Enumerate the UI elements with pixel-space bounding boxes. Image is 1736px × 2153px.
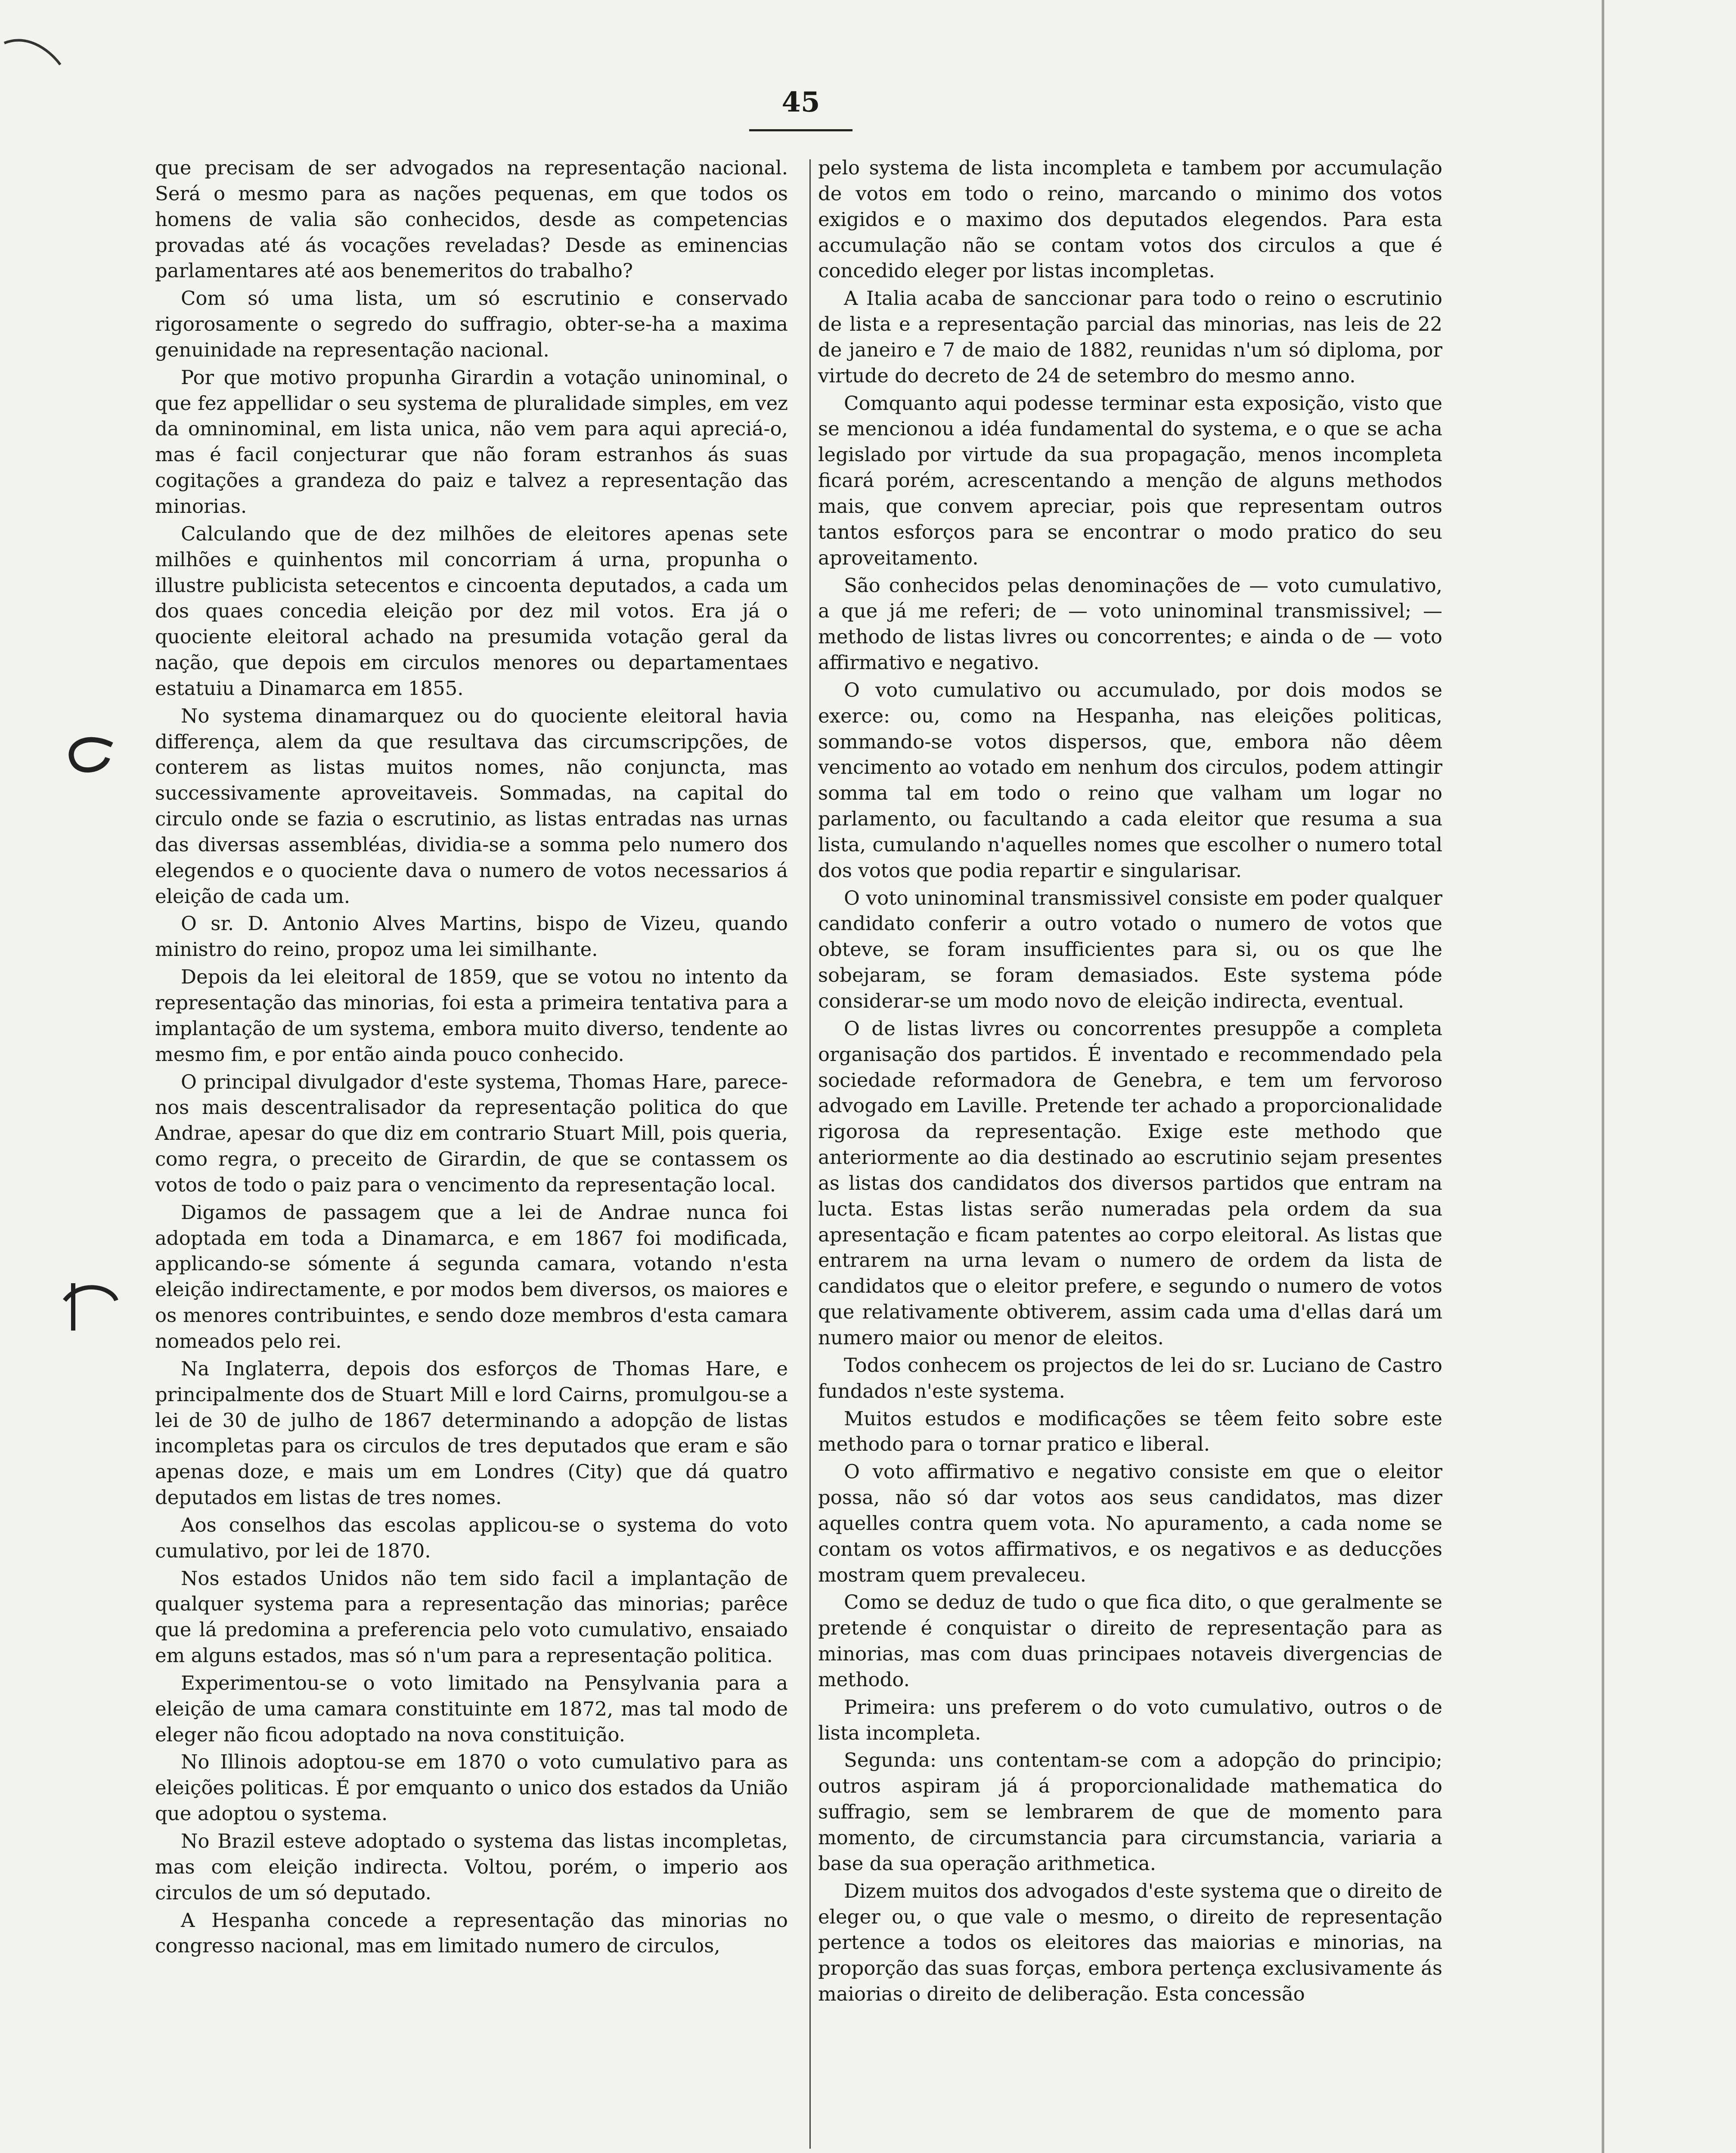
paragraph: pelo systema de lista incompleta e tambem por accumulação de votos em todo o reino, marcando o minimo dos votos exigidos e o maximo dos deputados elegendos. Para esta accumulação não se contam votos dos circulos a que é concedido eleger por listas incompletas.: [818, 156, 1442, 282]
paragraph: No Illinois adoptou-se em 1870 o voto cumulativo para as eleições politicas. É por emquanto o unico dos estados da União que adoptou o systema.: [155, 1750, 788, 1825]
paragraph: Aos conselhos das escolas applicou-se o systema do voto cumulativo, por lei de 1870.: [155, 1513, 788, 1562]
paragraph: Com só uma lista, um só escrutinio e conservado rigorosamente o segredo do suffragio, obter-se-ha a maxima genuinidade na representação nacional.: [155, 287, 788, 361]
paragraph: Primeira: uns preferem o do voto cumulativo, outros o de lista incompleta.: [818, 1695, 1442, 1744]
paragraph: Comquanto aqui podesse terminar esta exposição, visto que se mencionou a idéa fundamental do systema, e o que se acha legislado por virtude da sua propagação, menos incompleta ficará porém, acrescentando a menção de alguns methodos mais, que convem apreciar, pois que representam outros tantos esforços para se encontrar o modo pratico do seu aproveitamento.: [818, 391, 1442, 569]
paragraph: No systema dinamarquez ou do quociente eleitoral havia differença, alem da que resultava das circumscripções, de conterem as listas muitos nomes, não conjuncta, mas successivamente aproveitaveis. Sommadas, na capital do circulo onde se fazia o escrutinio, as listas entradas nas urnas das diversas assembléas, dividia-se a somma pelo numero dos elegendos e o quociente dava o numero de votos necessarios á eleição de cada um.: [155, 704, 788, 908]
paragraph: O de listas livres ou concorrentes presuppõe a completa organisação dos partidos. É inventado e recommendado pela sociedade reformadora de Genebra, e tem um fervoroso advogado em Laville. Pretende ter achado a proporcionalidade rigorosa da representação. Exige este methodo que anteriormente ao dia destinado ao escrutinio sejam presentes as listas dos candidatos dos diversos partidos que entram na lucta. Estas listas serão numeradas pela ordem da sua apresentação e ficam patentes ao corpo eleitoral. As listas que entrarem na urna levam o numero de ordem da lista de candidatos que o eleitor prefere, e segundo o numero de votos que relativamente obtiverem, assim cada uma d'ellas dará um numero maior ou menor de eleitos.: [818, 1017, 1442, 1349]
paragraph: Segunda: uns contentam-se com a adopção do principio; outros aspiram já á proporcionalidade mathematica do suffragio, sem se lembrarem de que de momento para momento, de circumstancia para circumstancia, variaria a base da sua operação arithmetica.: [818, 1749, 1442, 1875]
paragraph: Por que motivo propunha Girardin a votação uninominal, o que fez appellidar o seu systema de pluralidade simples, em vez da omninominal, em lista unica, não vem para aqui apreciá-o, mas é facil conjecturar que não foram estranhos ás suas cogitações a grandeza do paiz e talvez a representação das minorias.: [155, 366, 788, 518]
paragraph: O principal divulgador d'este systema, Thomas Hare, parece-nos mais descentralisador da representação politica do que Andrae, apesar do que diz em contrario Stuart Mill, pois queria, como regra, o preceito de Girardin, de que se contassem os votos de todo o paiz para o vencimento da representação local.: [155, 1070, 788, 1196]
paragraph: Nos estados Unidos não tem sido facil a implantação de qualquer systema para a representação das minorias; parêce que lá predomina a preferencia pelo voto cumulativo, ensaiado em alguns estados, mas só n'um para a representação politica.: [155, 1567, 788, 1667]
corner-ink-mark: [0, 26, 69, 78]
paragraph: O sr. D. Antonio Alves Martins, bispo de Vizeu, quando ministro do reino, propoz uma lei similhante.: [155, 912, 788, 961]
paragraph: O voto cumulativo ou accumulado, por dois modos se exerce: ou, como na Hespanha, nas eleições politicas, sommando-se votos dispersos, que, embora não dêem vencimento ao votado em nenhum dos circulos, podem attingir somma tal em todo o reino que valham um logar no parlamento, ou facultando a cada eleitor que resuma a sua lista, cumulando n'aquelles nomes que escolher o numero total dos votos que podia repartir e singularisar.: [818, 678, 1442, 882]
paragraph: A Hespanha concede a representação das minorias no congresso nacional, mas em limitado numero de circulos,: [155, 1908, 788, 1958]
paragraph: Depois da lei eleitoral de 1859, que se votou no intento da representação das minorias, foi esta a primeira tentativa para a implantação de um systema, embora muito diverso, tendente ao mesmo fim, e por então ainda pouco conhecido.: [155, 965, 788, 1066]
paragraph: O voto uninominal transmissivel consiste em poder qualquer candidato conferir a outro votado o numero de votos que obteve, se foram insufficientes para si, ou os que lhe sobejaram, se foram demasiados. Este systema póde considerar-se um modo novo de eleição indirecta, eventual.: [818, 886, 1442, 1012]
paragraph: Todos conhecem os projectos de lei do sr. Luciano de Castro fundados n'este systema.: [818, 1353, 1442, 1402]
margin-ink-mark: [47, 728, 125, 792]
paragraph: O voto affirmativo e negativo consiste em que o eleitor possa, não só dar votos aos seus candidatos, mas dizer aquelles contra quem vota. No apuramento, a cada nome se contam os votos affirmativos, e os negativos e as deducções mostram quem prevaleceu.: [818, 1460, 1442, 1586]
page-number: 45: [781, 86, 820, 118]
paragraph: Calculando que de dez milhões de eleitores apenas sete milhões e quinhentos mil concorriam á urna, propunha o illustre publicista setecentos e cincoenta deputados, a cada um dos quaes concedia eleição por dez mil votos. Era já o quociente eleitoral achado na presumida votação geral da nação, que depois em circulos menores ou departamentaes estatuiu a Dinamarca em 1855.: [155, 522, 788, 700]
page-number-rule: [749, 129, 852, 131]
paragraph: que precisam de ser advogados na representação nacional. Será o mesmo para as nações pequenas, em que todos os homens de valia são conhecidos, desde as competencias provadas até ás vocações reveladas? Desde as eminencias parlamentares até aos benemeritos do trabalho?: [155, 156, 788, 282]
right-column: [818, 155, 1442, 2009]
paragraph: Muitos estudos e modificações se têem feito sobre este methodo para o tornar pratico e liberal.: [818, 1407, 1442, 1456]
paragraph: Dizem muitos dos advogados d'este systema que o direito de eleger ou, o que vale o mesmo, o direito de representação pertence a todos os eleitores das maiorias e minorias, na proporção das suas forças, embora pertença exclusivamente ás maiorias o direito de deliberação. Esta concessão: [818, 1879, 1442, 2006]
paragraph: A Italia acaba de sanccionar para todo o reino o escrutinio de lista e a representação parcial das minorias, nas leis de 22 de janeiro e 7 de maio de 1882, reunidas n'um só diploma, por virtude do decreto de 24 de setembro do mesmo anno.: [818, 287, 1442, 387]
left-column: [155, 155, 788, 1961]
paragraph: Como se deduz de tudo o que fica dito, o que geralmente se pretende é conquistar o direito de representação para as minorias, mas com duas principaes notaveis divergencias de methodo.: [818, 1591, 1442, 1691]
paragraph: No Brazil esteve adoptado o systema das listas incompletas, mas com eleição indirecta. Voltou, porém, o imperio aos circulos de um só deputado.: [155, 1830, 788, 1904]
scan-right-edge: [1602, 0, 1604, 2153]
paragraph: São conhecidos pelas denominações de — voto cumulativo, a que já me referi; de — voto uninominal transmissivel; — methodo de listas livres ou concorrentes; e ainda o de — voto affirmativo e negativo.: [818, 574, 1442, 674]
paragraph: Digamos de passagem que a lei de Andrae nunca foi adoptada em toda a Dinamarca, e em 1867 foi modificada, applicando-se sómente á segunda camara, votando n'esta eleição indirectamente, e por modos bem diversos, os maiores e os menores contribuintes, e sendo doze membros d'esta camara nomeados pelo rei.: [155, 1201, 788, 1353]
margin-ink-mark: [47, 1275, 125, 1339]
paragraph: Experimentou-se o voto limitado na Pensylvania para a eleição de uma camara constituinte em 1872, mas tal modo de eleger não ficou adoptado na nova constituição.: [155, 1671, 788, 1746]
column-divider: [809, 159, 811, 2149]
paragraph: Na Inglaterra, depois dos esforços de Thomas Hare, e principalmente dos de Stuart Mill e lord Cairns, promulgou-se a lei de 30 de julho de 1867 determinando a adopção de listas incompletas para os circulos de tres deputados que eram e são apenas doze, e mais um em Londres (City) que dá quatro deputados em listas de tres nomes.: [155, 1357, 788, 1509]
